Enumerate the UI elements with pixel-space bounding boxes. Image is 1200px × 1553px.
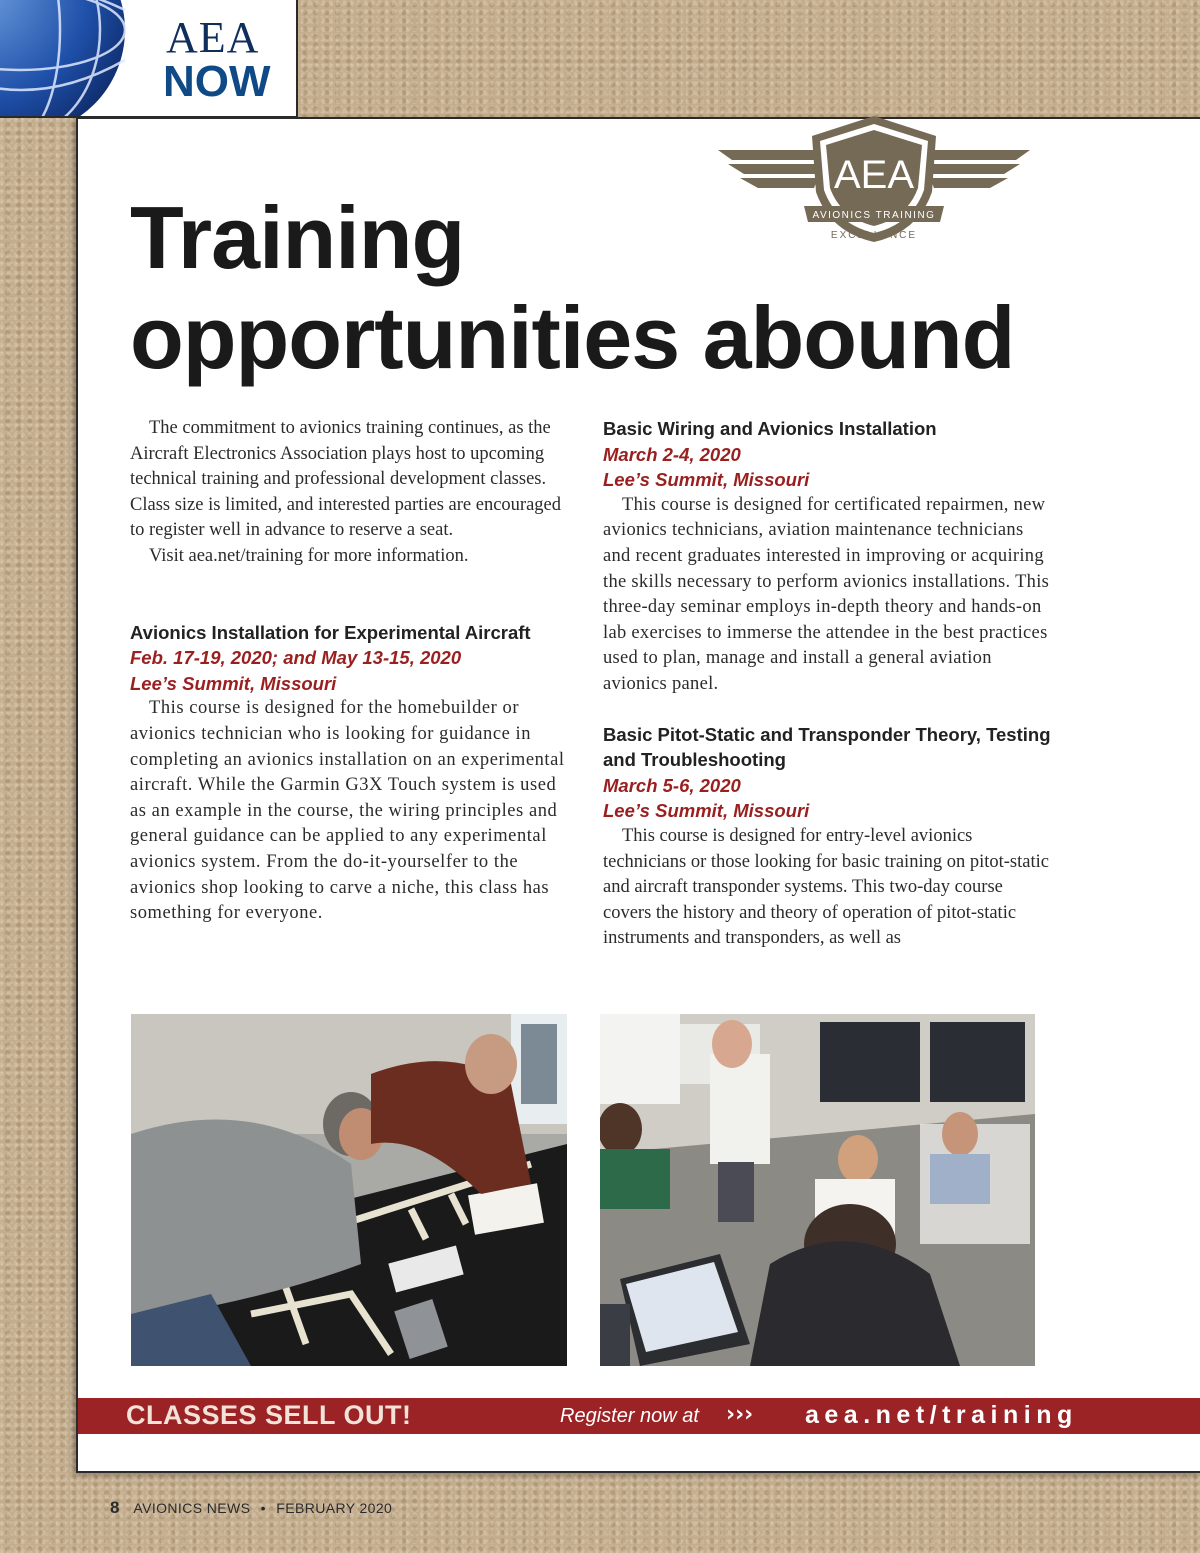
footer-separator: • <box>260 1500 266 1516</box>
banner-url-link[interactable]: aea.net/training <box>805 1401 1078 1429</box>
course-title: Basic Pitot-Static and Transponder Theory, Testing and Troubleshooting <box>603 723 1051 771</box>
workshop-photo <box>131 1014 567 1366</box>
page-footer <box>110 1498 392 1518</box>
tab-now-label: NOW <box>163 57 271 106</box>
logo-arc-text: EXCELLENCE <box>830 230 918 241</box>
promo-banner <box>78 1398 1200 1434</box>
classroom-photo <box>600 1014 1035 1366</box>
course-title: Basic Wiring and Avionics Installation <box>603 418 937 439</box>
course-location: Lee’s Summit, Missouri <box>603 469 810 491</box>
publication-name: AVIONICS NEWS <box>133 1500 251 1516</box>
logo-ribbon-text: AVIONICS TRAINING <box>812 210 936 221</box>
course-location: Lee’s Summit, Missouri <box>603 800 810 822</box>
banner-headline: CLASSES SELL OUT! <box>126 1400 412 1430</box>
course-dates: March 5-6, 2020 <box>603 774 741 796</box>
logo-center-text: AEA <box>833 153 915 197</box>
headline-line2: opportunities abound <box>130 288 1015 387</box>
right-column <box>603 416 1053 952</box>
page-number: 8 <box>110 1498 120 1517</box>
course-description: This course is designed for the homebuilder or avionics technician who is looking for guidance in completing an avionics installation on an experimental aircraft. While the Garmin G3X Touch system is used as an example in the course, the wiring principles and general guidance can be applied to any experimental avionics system. From the do-it-yourselfer to the avionics shop looking to carve a niche, this class has something for everyone. <box>130 698 565 924</box>
course-title: Avionics Installation for Experimental Aircraft <box>130 621 531 643</box>
course-dates: March 2-4, 2020 <box>603 443 741 465</box>
issue-date: FEBRUARY 2020 <box>276 1500 393 1516</box>
tab-aea-label: AEA <box>166 13 260 62</box>
headline <box>130 188 1130 388</box>
course-block <box>603 722 1053 952</box>
course-description: This course is designed for entry-level avionics technicians or those looking for basic training on pitot-static and aircraft transponder systems. This two-day course covers the history and theory of operation of pitot-static instruments and transponders, as well as <box>603 825 1049 949</box>
course-dates: Feb. 17-19, 2020; and May 13-15, 2020 <box>130 647 462 669</box>
course-block <box>130 620 570 927</box>
intro-paragraph: The commitment to avionics training continues, as the Aircraft Electronics Association plays host to upcoming technical training and professional development classes. Class size is limited, and interested parties are encouraged to register well in advance to reserve a seat. <box>130 418 562 541</box>
banner-register-text: Register now at <box>560 1405 699 1427</box>
course-block <box>603 416 1053 698</box>
globe-graphic <box>0 0 140 116</box>
left-column <box>130 416 570 927</box>
course-location: Lee’s Summit, Missouri <box>130 672 337 694</box>
intro-link-paragraph: Visit aea.net/training for more information. <box>149 545 469 566</box>
course-description: This course is designed for certificated repairmen, new avionics technicians, aviation maintenance technicians and recent graduates interested in improving or acquiring the skills necessary to perform avionics installations. This three-day seminar employs in-depth theory and hands-on lab exercises to immerse the attendee in the best practices used to plan, manage and install a general aviation avionics panel. <box>603 494 1050 694</box>
chevrons-right-icon: ››› <box>726 1402 754 1427</box>
section-tab <box>0 0 298 118</box>
headline-line1: Training <box>130 188 465 287</box>
